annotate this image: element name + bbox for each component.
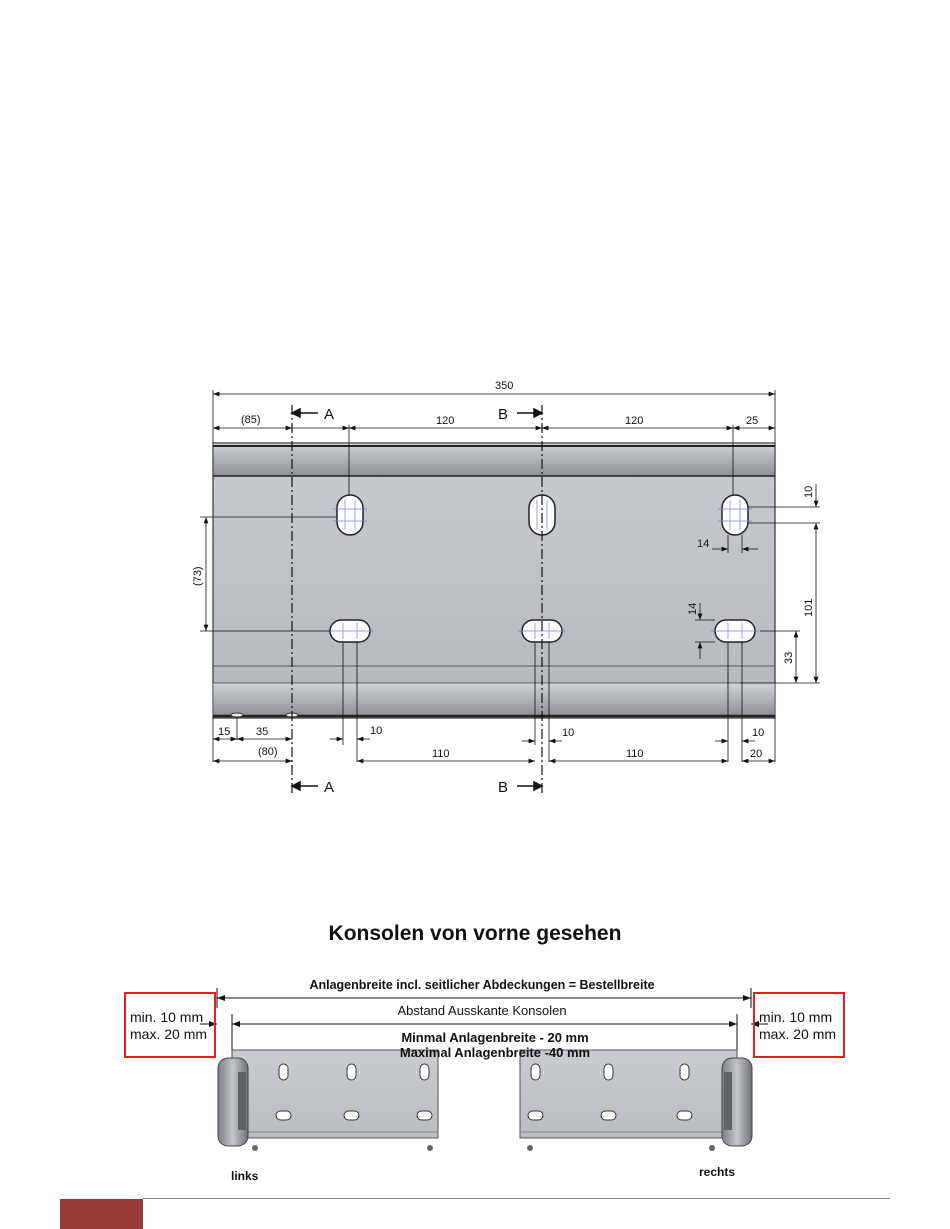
dim-35: 35 bbox=[256, 726, 269, 738]
bracket-left bbox=[218, 1050, 438, 1151]
dim-80: (80) bbox=[258, 746, 278, 758]
footer-line bbox=[143, 1198, 890, 1199]
left-min-label: min. 10 mm bbox=[130, 1009, 204, 1025]
section-b-bottom-label: B bbox=[498, 779, 509, 796]
left-tolerance-box bbox=[124, 992, 216, 1058]
dim-73: (73) bbox=[192, 566, 204, 586]
dim-14-vertical: 14 bbox=[687, 602, 699, 615]
dim-10-slot-3: 10 bbox=[752, 727, 765, 739]
left-max-label: max. 20 mm bbox=[130, 1026, 208, 1042]
dim-20: 20 bbox=[750, 748, 763, 760]
front-view-title: Konsolen von vorne gesehen bbox=[328, 922, 622, 945]
dim-10-slot-2: 10 bbox=[562, 727, 575, 739]
dim-14-horizontal: 14 bbox=[697, 538, 710, 550]
dim-110-right: 110 bbox=[626, 748, 644, 760]
dim-overall: 350 bbox=[495, 380, 514, 392]
dim-110-left: 110 bbox=[432, 748, 450, 760]
right-max-label: max. 20 mm bbox=[759, 1026, 837, 1042]
dim-15: 15 bbox=[218, 726, 231, 738]
anlagenbreite-note: Anlagenbreite incl. seitlicher Abdeckungen = Bestellbreite bbox=[309, 978, 655, 992]
dim-25: 25 bbox=[746, 415, 759, 427]
dim-33: 33 bbox=[783, 651, 795, 664]
bracket-right bbox=[520, 1050, 752, 1151]
bracket-plate bbox=[213, 443, 775, 718]
right-min-label: min. 10 mm bbox=[759, 1009, 833, 1025]
dim-85: (85) bbox=[241, 414, 261, 426]
dim-101: 101 bbox=[803, 598, 815, 617]
abstand-note: Abstand Ausskante Konsolen bbox=[397, 1003, 567, 1018]
section-a-bottom-label: A bbox=[324, 779, 335, 796]
section-a-top-label: A bbox=[324, 406, 335, 423]
dim-10-slot-1: 10 bbox=[370, 725, 383, 737]
dim-120-left: 120 bbox=[436, 415, 455, 427]
dim-120-right: 120 bbox=[625, 415, 644, 427]
minimal-note: Minmal Anlagenbreite - 20 mm bbox=[401, 1030, 589, 1045]
dim-10-right: 10 bbox=[803, 485, 815, 498]
right-tolerance-box bbox=[753, 992, 845, 1058]
left-side-label: links bbox=[231, 1169, 259, 1183]
footer-bar bbox=[60, 1199, 143, 1229]
section-b-top-label: B bbox=[498, 406, 509, 423]
maximal-note: Maximal Anlagenbreite -40 mm bbox=[399, 1045, 591, 1060]
right-side-label: rechts bbox=[699, 1165, 736, 1179]
